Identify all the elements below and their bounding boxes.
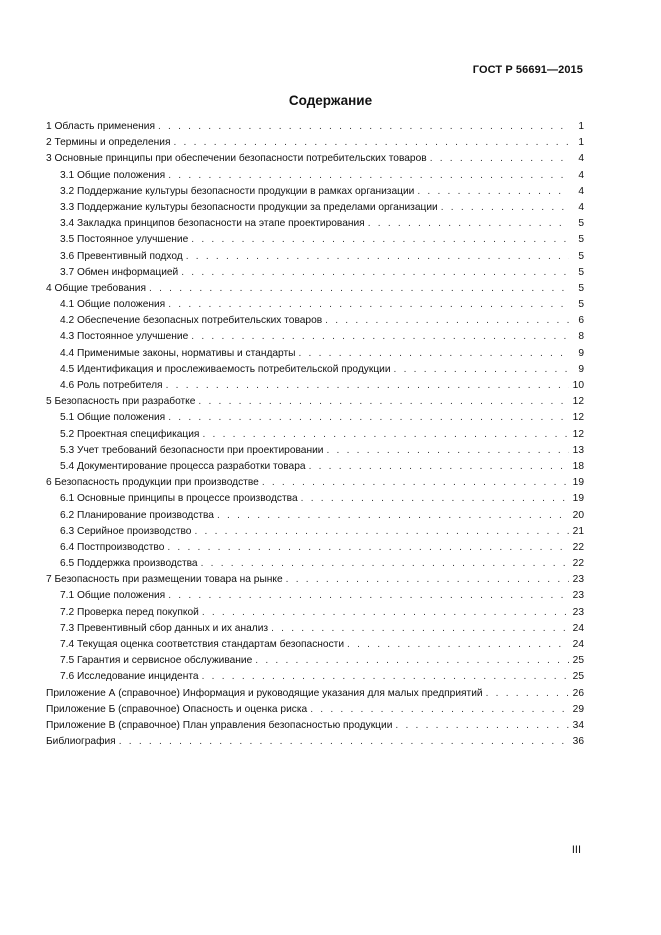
toc-subentry[interactable]	[46, 427, 584, 443]
toc-entry-page: 5	[578, 234, 584, 246]
toc-entry[interactable]	[46, 718, 584, 734]
toc-entry-title: 6.2 Планирование производства	[60, 509, 214, 521]
toc-leader-dots	[299, 346, 570, 362]
toc-leader-dots	[309, 459, 569, 475]
toc-leader-dots	[186, 249, 569, 265]
toc-leader-dots	[168, 297, 569, 313]
toc-entry-page: 4	[578, 169, 584, 181]
toc-leader-dots	[166, 378, 569, 394]
toc-subentry[interactable]	[46, 249, 584, 265]
toc-entry[interactable]	[46, 151, 584, 167]
toc-entry-title: 5.4 Документирование процесса разработки товара	[60, 460, 306, 472]
toc-entry-title: 4.4 Применимые законы, нормативы и стандарты	[60, 347, 296, 359]
toc-entry-page: 9	[578, 363, 584, 375]
toc-leader-dots	[441, 200, 569, 216]
toc-leader-dots	[202, 605, 569, 621]
toc-leader-dots	[149, 281, 569, 297]
toc-entry-title: 2 Термины и определения	[46, 137, 171, 149]
toc-subentry[interactable]	[46, 605, 584, 621]
toc-entry-page: 36	[572, 736, 584, 748]
toc-entry[interactable]	[46, 475, 584, 491]
toc-subentry[interactable]	[46, 346, 584, 362]
toc-subentry[interactable]	[46, 168, 584, 184]
toc-entry-page: 18	[572, 460, 584, 472]
toc-entry-title: 6.5 Поддержка производства	[60, 558, 198, 570]
toc-entry-page: 20	[572, 509, 584, 521]
toc-entry-title: 3 Основные принципы при обеспечении безопасности потребительских товаров	[46, 153, 427, 165]
toc-entry-page: 1	[578, 121, 584, 132]
toc-leader-dots	[271, 621, 569, 637]
toc-entry-title: 4.3 Постоянное улучшение	[60, 331, 189, 343]
toc-leader-dots	[417, 184, 569, 200]
toc-subentry[interactable]	[46, 378, 584, 394]
toc-entry-page: 8	[578, 331, 584, 343]
toc-subentry[interactable]	[46, 362, 584, 378]
toc-leader-dots	[181, 265, 569, 281]
toc-entry-title: 5.3 Учет требований безопасности при проектировании	[60, 444, 324, 456]
toc-subentry[interactable]	[46, 508, 584, 524]
toc-entry-page: 22	[572, 541, 584, 553]
toc-entry-page: 29	[572, 703, 584, 715]
toc-entry-title: Приложение В (справочное) План управления безопасностью продукции	[46, 719, 393, 731]
toc-leader-dots	[158, 119, 569, 135]
toc-entry-title: Приложение А (справочное) Информация и руководящие указания для малых предприятий	[46, 687, 483, 699]
toc-entry[interactable]	[46, 734, 584, 750]
toc-entry[interactable]	[46, 702, 584, 718]
toc-subentry[interactable]	[46, 588, 584, 604]
toc-entry-title: 3.6 Превентивный подход	[60, 250, 183, 262]
toc-entry-title: 7.2 Проверка перед покупкой	[60, 606, 199, 618]
toc-subentry[interactable]	[46, 216, 584, 232]
toc-title: Содержание	[288, 93, 373, 108]
toc-entry-title: 4.2 Обеспечение безопасных потребительских товаров	[60, 315, 323, 327]
toc-entry-page: 25	[572, 671, 584, 683]
toc-subentry[interactable]	[46, 313, 584, 329]
toc-leader-dots	[167, 540, 569, 556]
toc-entry-title: 7 Безопасность при размещении товара на рынке	[46, 574, 283, 586]
toc-entry-page: 6	[578, 315, 584, 327]
toc-subentry[interactable]	[46, 443, 584, 459]
toc-leader-dots	[430, 151, 569, 167]
toc-entry-page: 5	[578, 266, 584, 278]
toc-entry-title: 3.5 Постоянное улучшение	[60, 234, 189, 246]
toc-entry-title: 3.1 Общие положения	[60, 169, 166, 181]
toc-entry-page: 4	[578, 185, 584, 197]
toc-entry-page: 9	[578, 347, 584, 359]
toc-leader-dots	[168, 168, 569, 184]
toc-entry-page: 23	[572, 590, 584, 602]
toc-entry-title: 7.3 Превентивный сбор данных и их анализ	[60, 622, 269, 634]
toc-entry-title: 3.3 Поддержание культуры безопасности продукции за пределами организации	[60, 201, 438, 213]
toc-subentry[interactable]	[46, 329, 584, 345]
toc-leader-dots	[202, 427, 569, 443]
toc-leader-dots	[326, 443, 569, 459]
toc-entry-page: 19	[572, 493, 584, 505]
toc-entry-title: 5.2 Проектная спецификация	[60, 428, 200, 440]
toc-leader-dots	[301, 491, 569, 507]
toc-leader-dots	[194, 524, 569, 540]
toc-entry-page: 24	[572, 622, 584, 634]
page-number: III	[571, 844, 581, 856]
toc-leader-dots	[202, 669, 569, 685]
toc-entry-page: 1	[578, 137, 584, 149]
toc-entry-title: 3.7 Обмен информацией	[60, 266, 179, 278]
toc-entry-title: Библиография	[46, 736, 116, 748]
toc-subentry[interactable]	[46, 637, 584, 653]
toc-subentry[interactable]	[46, 621, 584, 637]
table-of-contents	[46, 119, 584, 750]
toc-leader-dots	[217, 508, 569, 524]
toc-subentry[interactable]	[46, 265, 584, 281]
toc-subentry[interactable]	[46, 200, 584, 216]
toc-subentry[interactable]	[46, 491, 584, 507]
toc-entry-title: 6.1 Основные принципы в процессе производства	[60, 493, 298, 505]
toc-leader-dots	[191, 232, 569, 248]
toc-entry-title: 1 Область применения	[46, 121, 155, 132]
toc-entry-page: 4	[578, 153, 584, 165]
toc-entry-title: 3.4 Закладка принципов безопасности на этапе проектирования	[60, 218, 365, 230]
toc-entry-page: 12	[572, 412, 584, 424]
toc-subentry[interactable]	[46, 540, 584, 556]
toc-subentry[interactable]	[46, 653, 584, 669]
toc-entry-title: 5 Безопасность при разработке	[46, 396, 196, 408]
toc-entry-title: 7.4 Текущая оценка соответствия стандартам безопасности	[60, 639, 345, 650]
toc-leader-dots	[173, 135, 569, 151]
toc-leader-dots	[168, 410, 569, 426]
toc-entry-page: 23	[572, 606, 584, 618]
toc-leader-dots	[119, 734, 569, 750]
document-code: ГОСТ Р 56691—2015	[472, 64, 583, 76]
toc-leader-dots	[486, 686, 569, 702]
toc-entry[interactable]	[46, 135, 584, 151]
toc-entry-title: 4.1 Общие положения	[60, 299, 166, 311]
toc-leader-dots	[325, 313, 569, 329]
toc-subentry[interactable]	[46, 524, 584, 540]
toc-entry-title: 5.1 Общие положения	[60, 412, 166, 424]
toc-leader-dots	[262, 475, 569, 491]
toc-leader-dots	[191, 329, 569, 345]
toc-leader-dots	[310, 702, 569, 718]
toc-leader-dots	[201, 556, 569, 572]
toc-subentry[interactable]	[46, 184, 584, 200]
toc-leader-dots	[395, 718, 569, 734]
toc-leader-dots	[255, 653, 569, 669]
toc-entry-title: 4.5 Идентификация и прослеживаемость потребительской продукции	[60, 363, 391, 375]
toc-subentry[interactable]	[46, 410, 584, 426]
toc-entry-title: 4.6 Роль потребителя	[60, 380, 163, 391]
toc-leader-dots	[168, 588, 569, 604]
toc-entry-title: 6.4 Постпроизводство	[60, 541, 165, 553]
toc-entry-title: 6.3 Серийное производство	[60, 525, 192, 537]
toc-entry-title: 7.1 Общие положения	[60, 590, 166, 602]
toc-leader-dots	[198, 394, 569, 410]
toc-leader-dots	[394, 362, 569, 378]
toc-entry[interactable]	[46, 572, 584, 588]
toc-entry-page: 13	[572, 444, 584, 456]
toc-entry-page: 34	[572, 719, 584, 731]
toc-entry-title: 3.2 Поддержание культуры безопасности продукции в рамках организации	[60, 185, 415, 197]
toc-entry-page: 5	[578, 282, 584, 294]
toc-entry-title: Приложение Б (справочное) Опасность и оценка риска	[46, 703, 308, 715]
toc-entry-page: 4	[578, 201, 584, 213]
toc-leader-dots	[286, 572, 569, 588]
toc-entry-page: 25	[572, 655, 584, 667]
toc-entry-title: 6 Безопасность продукции при производстве	[46, 477, 259, 489]
toc-subentry[interactable]	[46, 232, 584, 248]
toc-subentry[interactable]	[46, 669, 584, 685]
toc-entry-page: 5	[578, 299, 584, 311]
toc-entry[interactable]	[46, 119, 584, 135]
toc-entry-page: 26	[572, 687, 584, 699]
toc-entry-page: 19	[572, 477, 584, 489]
toc-subentry[interactable]	[46, 556, 584, 572]
toc-entry-page: 12	[572, 396, 584, 408]
toc-entry-page: 12	[572, 428, 584, 440]
toc-entry-page: 21	[572, 525, 584, 537]
toc-entry[interactable]	[46, 686, 584, 702]
toc-leader-dots	[368, 216, 569, 232]
toc-entry-page: 5	[578, 250, 584, 262]
toc-entry-title: 4 Общие требования	[46, 282, 147, 294]
toc-entry-title: 7.5 Гарантия и сервисное обслуживание	[60, 655, 253, 667]
toc-entry[interactable]	[46, 281, 584, 297]
toc-entry-title: 7.6 Исследование инцидента	[60, 671, 199, 683]
toc-entry-page: 5	[578, 218, 584, 230]
toc-entry-page: 22	[572, 558, 584, 570]
toc-entry-page: 10	[572, 380, 584, 391]
toc-entry[interactable]	[46, 394, 584, 410]
toc-leader-dots	[347, 637, 569, 653]
toc-subentry[interactable]	[46, 297, 584, 313]
toc-entry-page: 24	[572, 639, 584, 650]
toc-subentry[interactable]	[46, 459, 584, 475]
toc-entry-page: 23	[572, 574, 584, 586]
